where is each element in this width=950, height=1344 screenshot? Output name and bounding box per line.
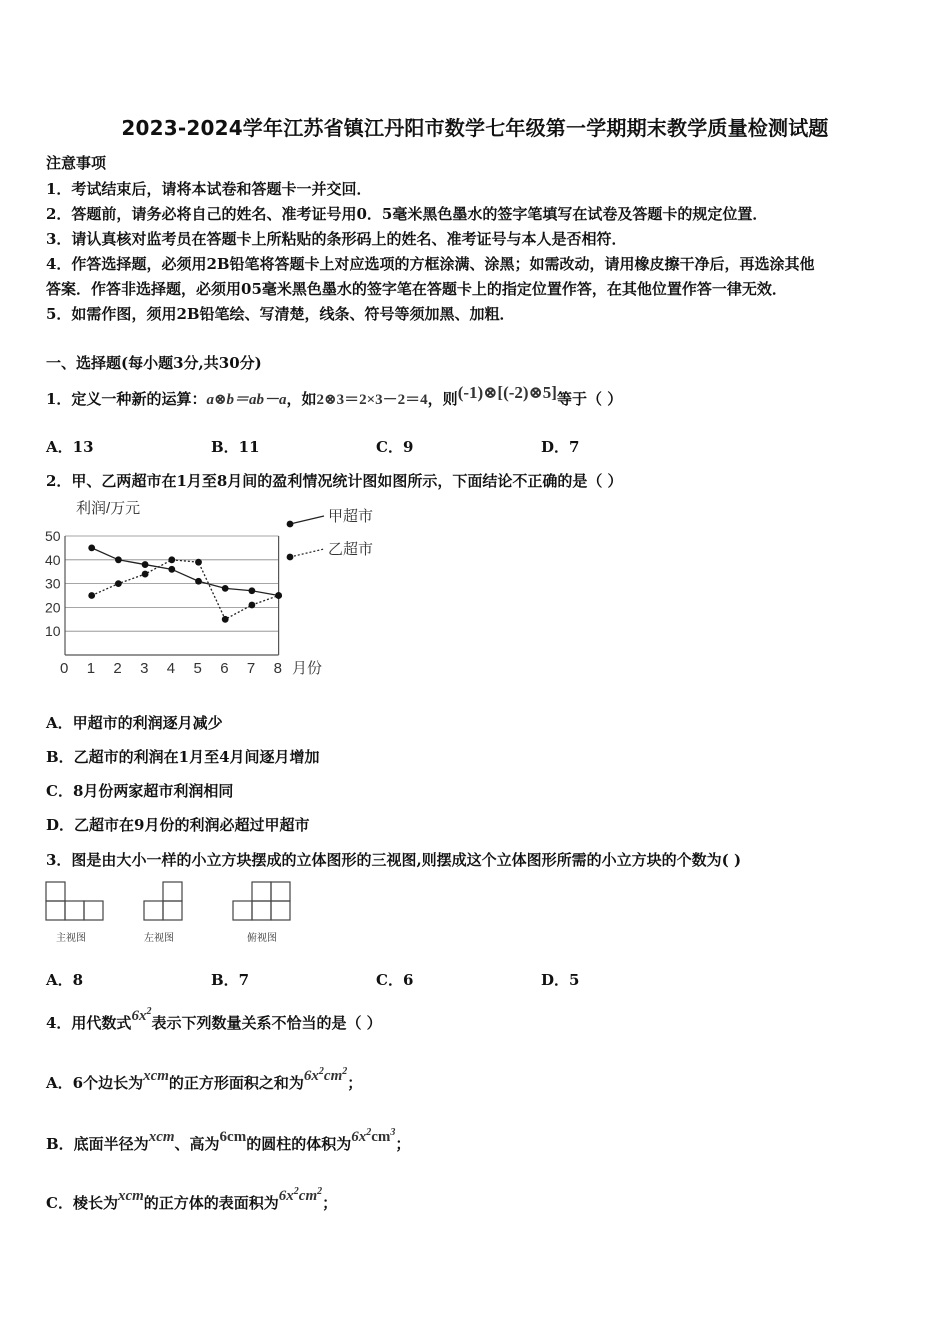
y-tick-label: 40 [45, 551, 61, 568]
y-tick-label: 30 [45, 575, 61, 592]
legend-marker [287, 521, 294, 528]
q4-option-c: C．棱长为xcm的正方体的表面积为$6x^2cm^2$； [46, 1186, 338, 1212]
data-point [168, 556, 175, 563]
x-tick-label: 2 [113, 660, 122, 677]
front-view-label: 主视图 [56, 933, 86, 944]
data-point [115, 556, 122, 563]
x-tick-label: 4 [166, 660, 176, 677]
data-point [222, 585, 229, 592]
q1-mid: ，如 [286, 390, 317, 408]
choice-c: C．9 [376, 438, 414, 456]
data-point [195, 578, 202, 585]
question-1 [46, 383, 623, 409]
q2-choice-a: A．甲超市的利润逐月减少 [46, 714, 223, 732]
section-heading: 一、选择题(每小题3分,共30分) [46, 354, 262, 372]
y-tick-label: 50 [45, 528, 61, 544]
x-tick-label: 5 [193, 660, 202, 677]
note-item: 3．请认真核对监考员在答题卡上所粘贴的条形码上的姓名、准考证号与本人是否相符． [46, 230, 627, 248]
x-axis-label: 月份 [292, 660, 323, 677]
data-point [222, 616, 229, 623]
data-point [88, 545, 95, 552]
q4-suffix: 表示下列数量关系不恰当的是（ ） [151, 1014, 382, 1032]
q3-choices [46, 969, 706, 990]
q4-prefix: 4．用代数式 [46, 1014, 132, 1032]
question-3: 3．图是由大小一样的小立方块摆成的立体图形的三视图,则摆成这个立体图形所需的小立方块的个数为( ) [46, 851, 742, 869]
q1-then: ，则 [427, 390, 458, 408]
q1-definition: a⊗b＝ab－a [206, 392, 287, 408]
profit-line-chart [40, 495, 400, 685]
choice-d: D．7 [541, 438, 580, 456]
choice-d: D．5 [541, 971, 580, 989]
q2-choice-d: D．乙超市在9月份的利润必超过甲超市 [46, 816, 310, 834]
legend-marker [287, 554, 294, 561]
legend-line [290, 549, 324, 557]
data-point [195, 559, 202, 566]
data-point [88, 592, 95, 599]
notes-heading: 注意事项 [46, 154, 107, 172]
q1-suffix: 等于（ ） [556, 390, 623, 408]
q1-choices [46, 436, 706, 457]
note-item: 1．考试结束后，请将本试卷和答题卡一并交回． [46, 180, 372, 198]
legend-label: 乙超市 [328, 541, 374, 558]
x-tick-label: 7 [246, 660, 256, 677]
q4-option-a: A．6个边长为xcm的正方形面积之和为$6x^2cm^2$； [46, 1066, 363, 1092]
x-tick-label: 1 [86, 660, 96, 677]
x-tick-label: 6 [220, 660, 229, 677]
page-title: 2023-2024学年江苏省镇江丹阳市数学七年级第一学期期末教学质量检测试题 [121, 116, 829, 140]
note-item: 5．如需作图，须用2B铅笔绘、写清楚，线条、符号等须加黑、加粗． [46, 305, 515, 323]
choice-b: B．7 [211, 971, 250, 989]
question-2: 2．甲、乙两超市在1月至8月间的盈利情况统计图如图所示，下面结论不正确的是（ ） [46, 472, 623, 490]
q1-prefix: 1．定义一种新的运算： [46, 390, 207, 408]
note-item: 2．答题前，请务必将自己的姓名、准考证号用0．5毫米黑色墨水的签字笔填写在试卷及答题卡的规定位置． [46, 205, 768, 223]
left-view-drawing [144, 882, 182, 920]
y-axis-label: 利润/万元 [76, 500, 141, 517]
front-view-drawing [46, 882, 103, 920]
choice-b: B．11 [211, 438, 260, 456]
choice-a: A．13 [46, 438, 94, 456]
left-view-label: 左视图 [144, 933, 174, 944]
x-tick-label: 8 [273, 660, 282, 677]
x-tick-label: 0 [60, 660, 69, 677]
note-item: 答案．作答非选择题，必须用05毫米黑色墨水的签字笔在答题卡上的指定位置作答，在其他位置作答一律无效． [46, 280, 787, 298]
question-4 [46, 1006, 382, 1033]
legend-line [290, 516, 324, 524]
choice-a: A．8 [46, 971, 84, 989]
q1-example: 2⊗3＝2×3－2＝4 [316, 392, 428, 408]
top-view-label: 俯视图 [247, 933, 277, 944]
choice-c: C．6 [376, 971, 414, 989]
q4-option-b: B．底面半径为xcm、高为6cm的圆柱的体积为$6x^2cm^3$； [46, 1127, 411, 1153]
q2-choice-c: C．8月份两家超市利润相同 [46, 782, 234, 800]
x-tick-label: 3 [140, 660, 149, 677]
y-tick-label: 10 [45, 623, 61, 640]
y-tick-label: 20 [45, 599, 61, 616]
note-item: 4．作答选择题，必须用2B铅笔将答题卡上对应选项的方框涂满、涂黑；如需改动，请用橡皮擦干净后，再选涂其他 [46, 255, 815, 273]
data-point [168, 566, 175, 573]
three-view-figure [44, 880, 324, 930]
data-point [275, 592, 282, 599]
data-point [142, 561, 149, 568]
top-view-drawing [233, 882, 290, 920]
q1-expression: (-1)⊗[(-2)⊗5] [457, 383, 557, 402]
data-point [115, 580, 122, 587]
q4-expression: $6x^2$ [131, 1006, 152, 1024]
legend-label: 甲超市 [328, 508, 374, 525]
data-point [142, 571, 149, 578]
q2-choice-b: B．乙超市的利润在1月至4月间逐月增加 [46, 748, 320, 766]
data-point [249, 602, 256, 609]
data-point [249, 587, 256, 594]
